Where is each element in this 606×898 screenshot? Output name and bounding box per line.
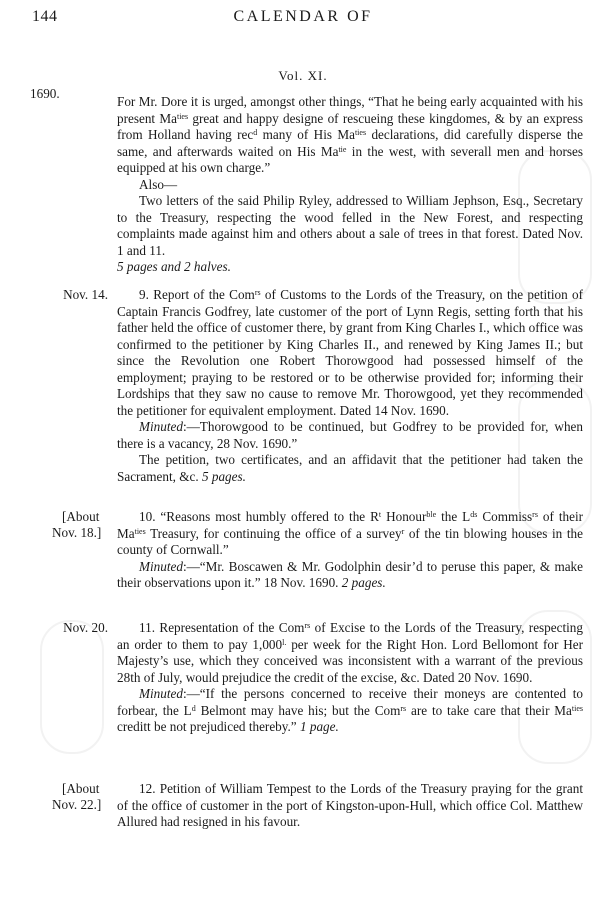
text-run: :—“If the persons concerned to receive their moneys are contented to forbear, the L [117,686,583,718]
text-run: 9. Report of the Com [139,287,255,302]
page-number: 144 [32,8,58,25]
superscript: ds [470,510,478,519]
text-run: :—Thorowgood to be continued, but Godfrey to be provided for, when there is a vacancy, 28 Nov. 1690.” [117,419,583,451]
text-run: The petition, two certificates, and an affidavit that the petitioner had taken the Sacrament, &c. [117,452,583,484]
text-run: the L [436,509,471,524]
minuted-label: Minuted [139,558,183,574]
entry-date-line: Nov. 18.] [52,525,102,540]
entry-date [52,781,118,813]
entry-date [52,509,118,541]
text-run: per week for the Right Hon. Lord Bellomont for Her Majesty’s use, which they conceived was inconsistent with a warrant of the previous 28th of July, would prejudice the credit of the excise, &c. Dated 20 Nov. 1690. [117,636,583,685]
superscript: rs [532,510,538,519]
superscript: ties [134,526,146,536]
superscript: d [253,128,258,137]
superscript: l. [282,637,287,647]
page-count: 5 pages. [201,468,246,484]
superscript: rs [254,288,261,297]
paragraph [117,259,583,276]
paragraph [117,620,583,686]
page-count: 2 pages. [341,575,386,590]
text-run: :—“Mr. Boscawen & Mr. Godolphin desir’d to peruse this paper, & make their observations upon it.” 18 Nov. 1690. [117,558,583,590]
minuted-label: Minuted [139,419,183,434]
paragraph [117,686,583,736]
text-run: many of His Ma [257,127,355,142]
volume-heading: Vol. XI. [278,68,328,83]
paragraph [117,193,583,259]
text-run: Treasury, for continuing the office of a survey [145,525,402,541]
paragraph [117,559,583,592]
text-run: Commiss [477,509,533,524]
page-count: 5 pages and 2 halves. [117,259,231,274]
text-run: Belmont may have his; but the Com [195,702,401,718]
superscript: ties [354,128,367,137]
entry-12 [117,781,583,831]
entry-date-line: [About [62,509,100,524]
text-run: of Excise to the Lords of the Treasury, respecting an order to them to pay 1,000 [117,620,583,652]
entry-date-line: [About [62,781,100,796]
library-stamp-watermark [40,620,104,754]
running-title: CALENDAR OF [233,8,373,25]
entry-11 [117,620,583,736]
paragraph [117,287,583,419]
entry-date-line: Nov. 22.] [52,797,102,812]
text-run: of Customs to the Lords of the Treasury, on the petition of Captain Francis Godfrey, late customer of the port of Lynn Regis, setting forth that his father held the office of customer there, by grant from King Charles I., which office was confirmed to the petitioner by King Charles II., and renewed by King James II.; but since the Revolution one Robert Thorowgood had possessed himself of the employment; praying to be restored or to be otherwise provided for; informing their Lordships that they saw no cause to remove Mr. Thorowgood, yet they recommended the petitioner for equivalent employment. Dated 14 Nov. 1690. [117,287,583,418]
page-count: 1 page. [299,719,339,734]
year-margin-note: 1690. [30,86,60,101]
text-run: Honour [381,509,427,524]
entry-date: Nov. 20. [63,620,108,635]
text-run: For Mr. Dore it is urged, amongst other things, “That he being early acquainted with his present Ma [117,94,583,126]
superscript: ties [176,111,189,121]
text-run: declarations, did carefully disperse the same, and afterwards waited on His Ma [117,127,583,159]
text-run: of the tin blowing houses in the county of Cornwall.” [117,525,583,557]
superscript: rs [304,621,311,630]
text-run: of their Ma [117,509,584,541]
paragraph [117,94,583,177]
superscript: ble [426,510,437,519]
text-run: are to take care that their Ma [406,702,572,718]
text-run: Also— [139,176,178,192]
text-run: 12. Petition of William Tempest to the Lords of the Treasury praying for the grant of the office of customer in the port of Kingston-upon-Hull, which office Col. Matthew Allured had resigned in his favour. [117,781,583,829]
superscript: rs [400,703,407,713]
superscript: ties [571,703,583,713]
paragraph [117,452,583,485]
superscript: t [378,510,382,519]
superscript: r [401,526,405,536]
entry-continued [117,94,583,276]
paragraph [117,781,583,831]
text-run: in the west, with severall men and horses equipped at his own charge.” [117,143,583,175]
superscript: d [191,703,196,713]
minuted-label: Minuted [139,686,183,701]
superscript: tie [338,144,347,154]
text-run: 10. “Reasons most humbly offered to the R [139,509,379,524]
entry-9 [117,287,583,485]
text-run: great and happy designe of rescueing these kingdomes, & by an express from Holland having rec [117,110,583,142]
paragraph [117,509,583,559]
text-run: 11. Representation of the Com [139,620,305,635]
paragraph [117,419,583,452]
text-run: Two letters of the said Philip Ryley, addressed to William Jephson, Esq., Secretary to the Treasury, respecting the wood felled in the New Forest, and respecting complaints made against him and others about a sale of trees in that forest. Dated Nov. 1 and 11. [117,193,583,258]
entry-date: Nov. 14. [63,287,108,302]
entry-10 [117,509,583,592]
text-run: creditt be not prejudiced thereby.” [117,719,297,734]
paragraph [117,177,583,194]
